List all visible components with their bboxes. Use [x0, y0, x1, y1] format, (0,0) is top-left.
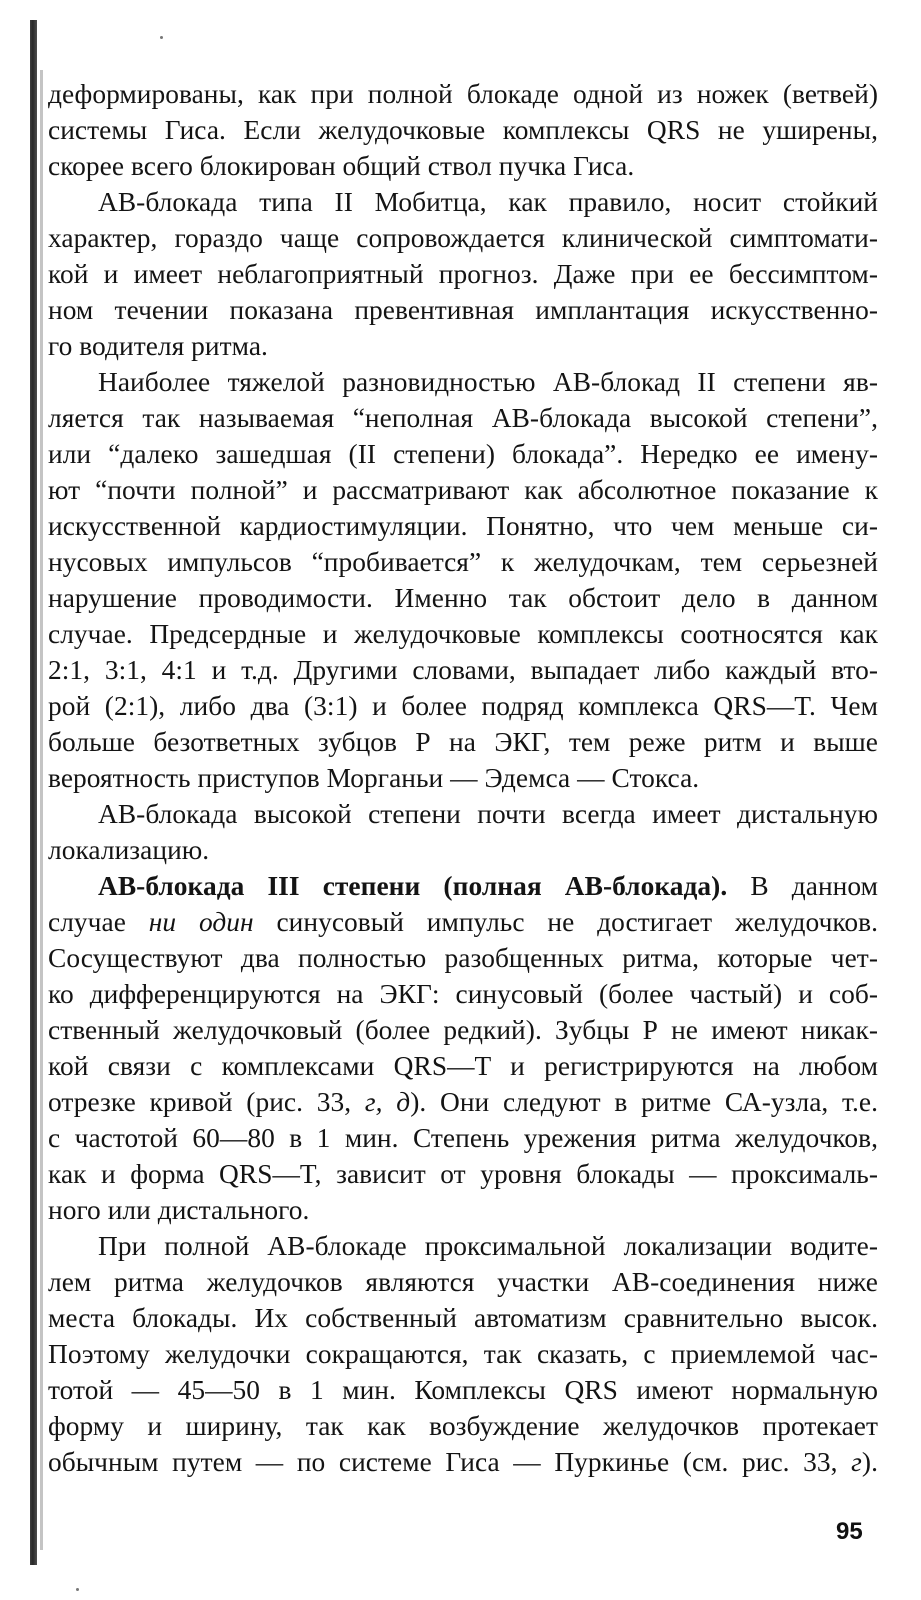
text-line: вероятность приступов Морганьи — Эдемса — Стокса.	[48, 763, 700, 793]
italic-emphasis: г, д	[364, 1087, 411, 1117]
text-line	[48, 1084, 878, 1120]
text-line: форму и ширину, так как возбуждение желудочков протекает	[48, 1411, 878, 1441]
text-line: го водителя ритма.	[48, 331, 268, 361]
text-run: обычным путем — по системе Гиса — Пуркинье (см. рис. 33,	[48, 1447, 852, 1477]
text-line: с частотой 60—80 в 1 мин. Степень урежения ритма желудочков,	[48, 1123, 878, 1153]
text-line: нусовых импульсов “пробивается” к желудочкам, тем серьезней	[48, 547, 878, 577]
italic-emphasis: ни один	[148, 907, 254, 937]
scan-speck	[160, 36, 163, 39]
text-line: рой (2:1), либо два (3:1) и более подряд комплекса QRS—T. Чем	[48, 691, 878, 721]
text-line: кой связи с комплексами QRS—T и регистрируются на любом	[48, 1051, 878, 1081]
text-line	[48, 1444, 878, 1480]
text-line: Сосуществуют два полностью разобщенных ритма, которые чет-	[48, 943, 878, 973]
text-line: характер, гораздо чаще сопровождается клинической симптомати-	[48, 223, 878, 253]
text-line	[48, 868, 878, 904]
text-line: скорее всего блокирован общий ствол пучка Гиса.	[48, 151, 635, 181]
text-line: Поэтому желудочки сокращаются, так сказать, с приемлемой час-	[48, 1339, 878, 1369]
text-line: ют “почти полной” и рассматривают как абсолютное показание к	[48, 475, 878, 505]
text-line: Наиболее тяжелой разновидностью АВ-блокад II степени яв-	[98, 367, 878, 397]
text-line: лем ритма желудочков являются участки АВ-соединения ниже	[48, 1267, 878, 1297]
text-run: синусовый импульс не достигает желудочков.	[253, 907, 878, 937]
text-line: случае. Предсердные и желудочковые комплексы соотносятся как	[48, 619, 878, 649]
page-number: 95	[836, 1518, 863, 1545]
text-line: локализацию.	[48, 835, 210, 865]
text-line: АВ-блокада высокой степени почти всегда имеет дистальную	[98, 799, 878, 829]
text-line: ном течении показана превентивная имплантация искусственно-	[48, 295, 878, 325]
text-line: ляется так называемая “неполная АВ-блокада высокой степени”,	[48, 403, 878, 433]
text-run: случае	[48, 907, 149, 937]
text-run: В данном	[727, 871, 878, 901]
text-line: системы Гиса. Если желудочковые комплексы QRS не уширены,	[48, 115, 878, 145]
text-run: отрезке кривой (рис. 33,	[48, 1087, 365, 1117]
text-line: ственный желудочковый (более редкий). Зубцы Р не имеют никак-	[48, 1015, 878, 1045]
text-run: ). Они следуют в ритме СА-узла, т.е.	[410, 1087, 879, 1117]
text-line: или “далеко зашедшая (II степени) блокада”. Нередко ее имену-	[48, 439, 878, 469]
text-line: 2:1, 3:1, 4:1 и т.д. Другими словами, выпадает либо каждый вто-	[48, 655, 878, 685]
scan-speck	[76, 1588, 79, 1591]
text-line: АВ-блокада типа II Мобитца, как правило, носит стойкий	[98, 187, 878, 217]
text-line: ко дифференцируются на ЭКГ: синусовый (более частый) и соб-	[48, 979, 878, 1009]
text-line: При полной АВ-блокаде проксимальной локализации водите-	[98, 1231, 878, 1261]
text-line: кой и имеет неблагоприятный прогноз. Даже при ее бессимптом-	[48, 259, 878, 289]
text-line: больше безответных зубцов Р на ЭКГ, тем реже ритм и выше	[48, 727, 878, 757]
text-line: искусственной кардиостимуляции. Понятно, что чем меньше си-	[48, 511, 878, 541]
text-line: деформированы, как при полной блокаде одной из ножек (ветвей)	[48, 79, 878, 109]
binding-edge-shadow-secondary	[40, 70, 43, 1550]
text-line: как и форма QRS—T, зависит от уровня блокады — проксималь-	[48, 1159, 878, 1189]
text-line: места блокады. Их собственный автоматизм сравнительно высок.	[48, 1303, 878, 1333]
text-line: ного или дистального.	[48, 1195, 310, 1225]
text-line: нарушение проводимости. Именно так обстоит дело в данном	[48, 583, 878, 613]
text-line	[48, 904, 878, 940]
binding-edge-shadow	[30, 20, 37, 1565]
italic-emphasis: г	[851, 1447, 862, 1477]
text-run: ).	[861, 1447, 878, 1477]
section-heading: АВ-блокада III степени (полная АВ-блокада).	[98, 871, 728, 901]
text-line: тотой — 45—50 в 1 мин. Комплексы QRS имеют нормальную	[48, 1375, 878, 1405]
